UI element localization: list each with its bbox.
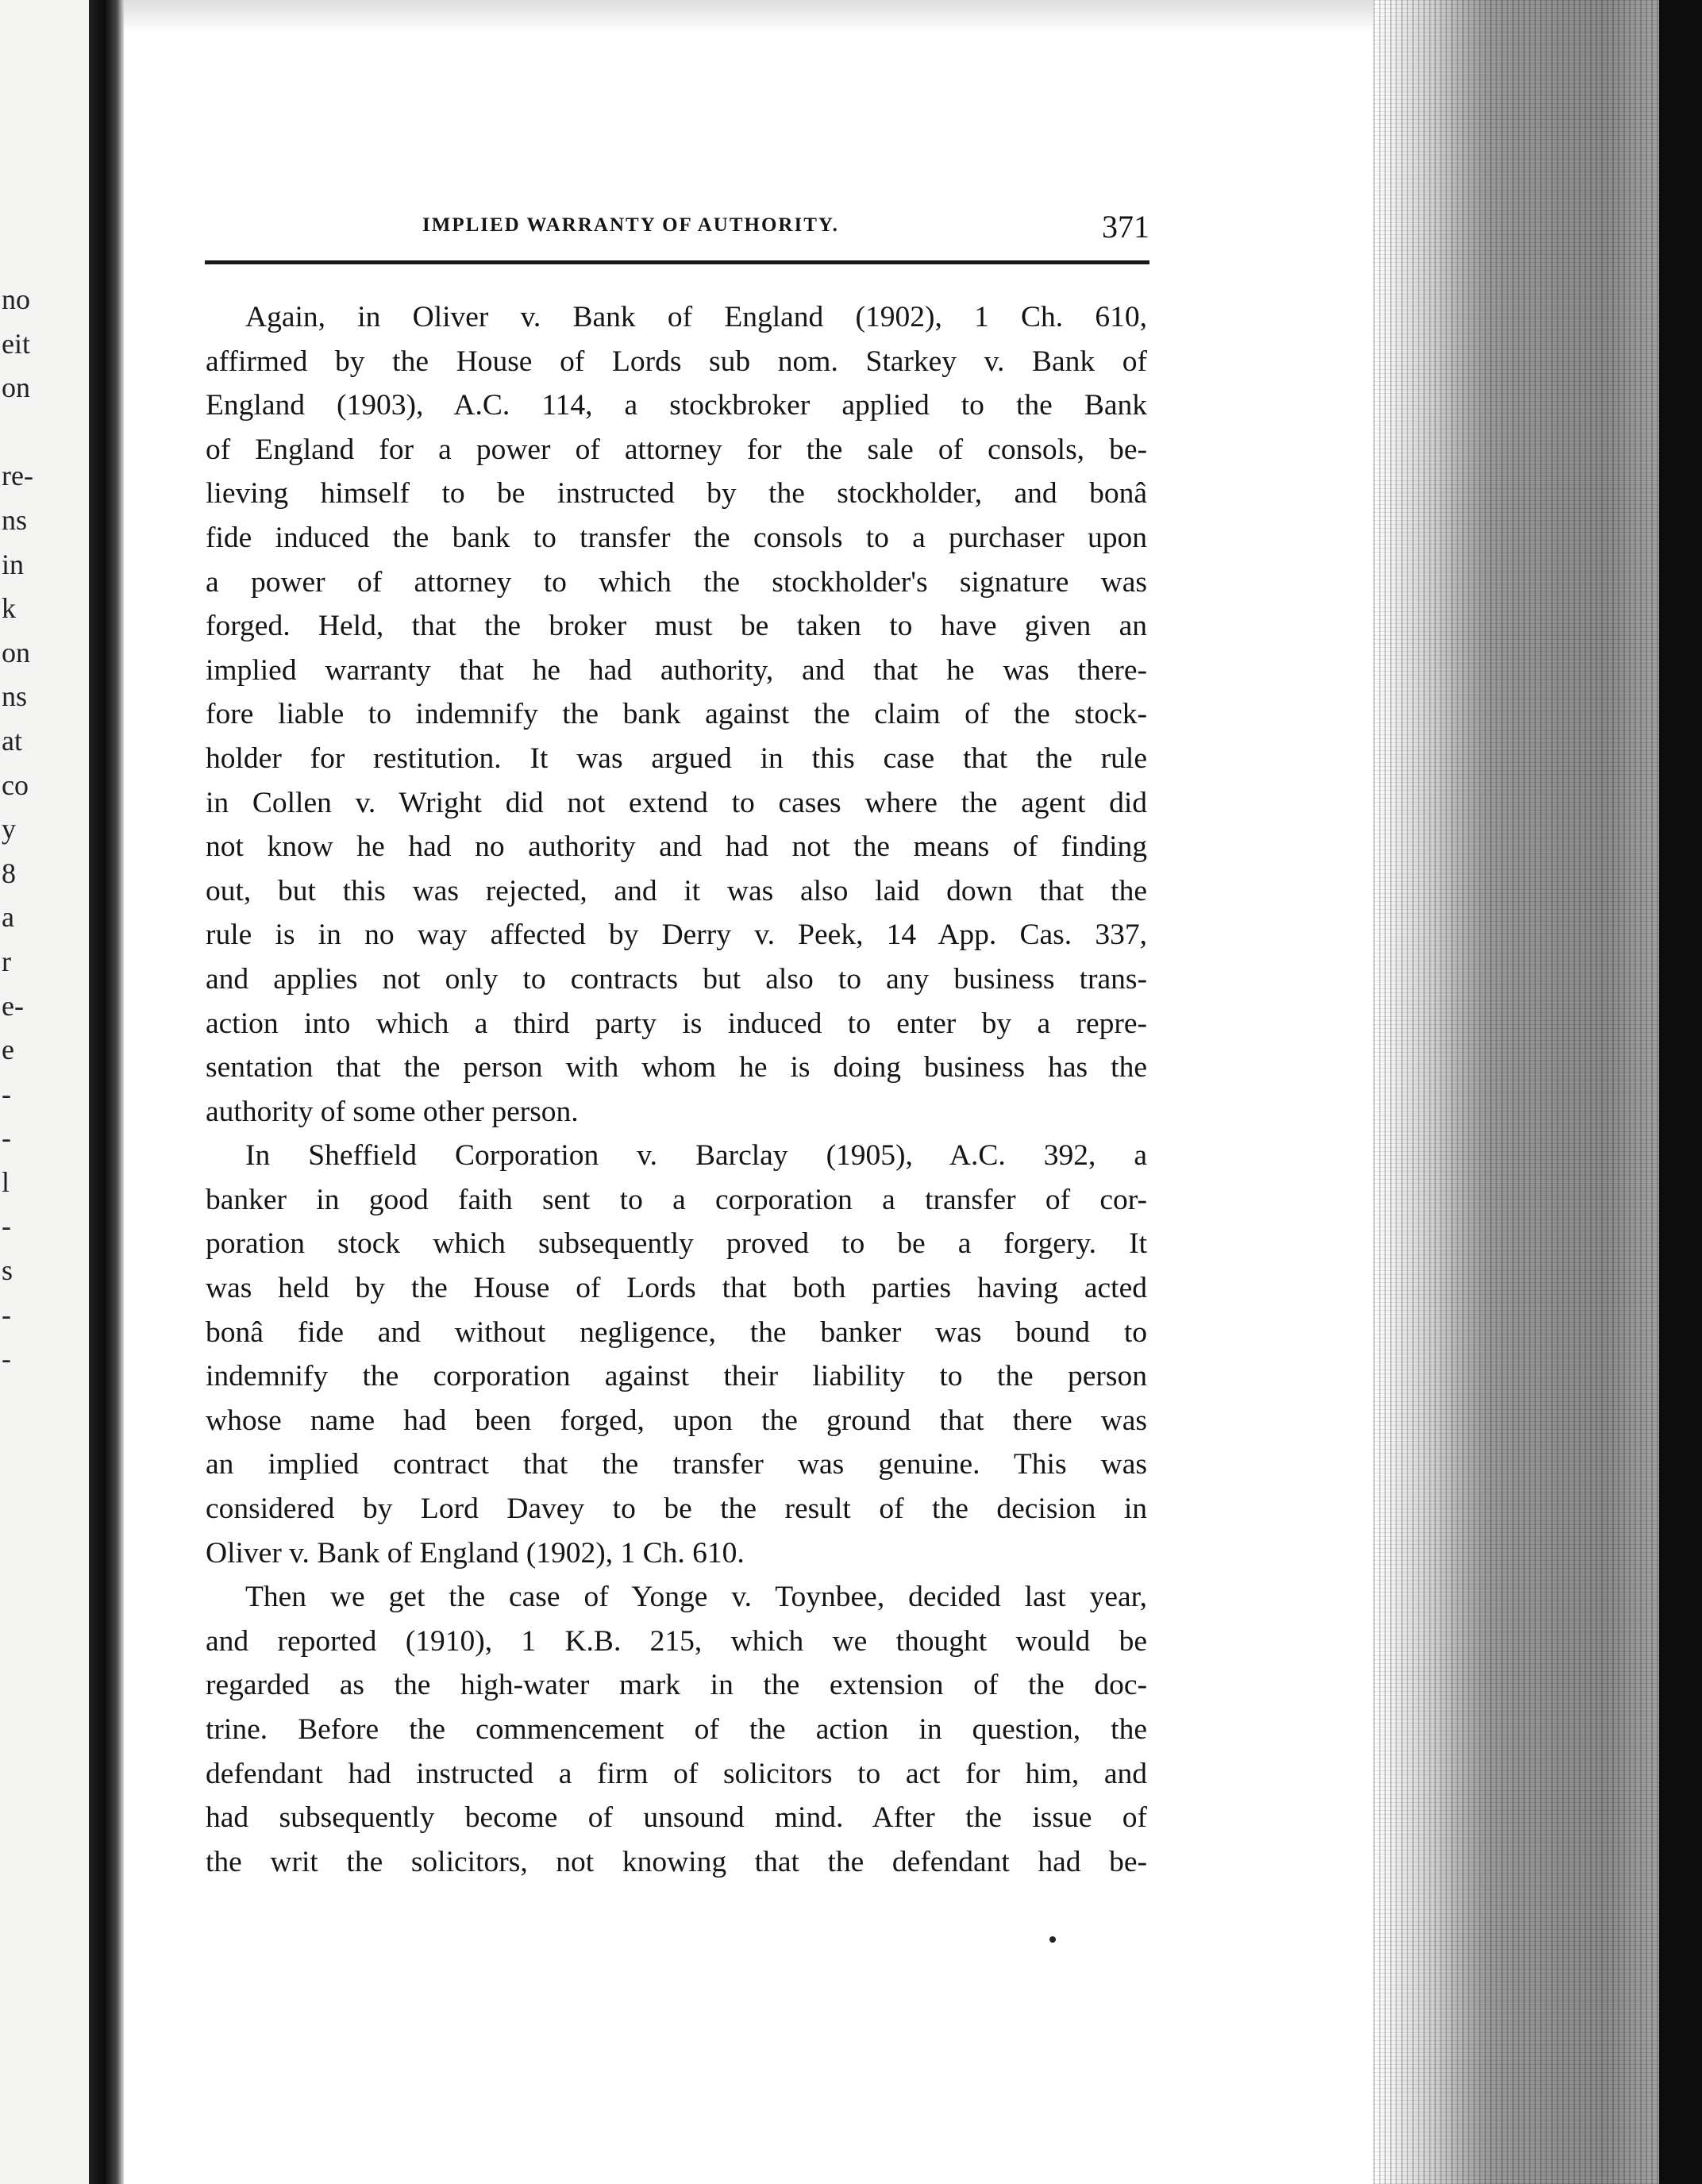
fragment: eit <box>2 327 30 360</box>
text-line: action into which a third party is induced to enter by a repre- <box>206 1007 1147 1040</box>
text-line: considered by Lord Davey to be the result of the decision in <box>206 1493 1147 1526</box>
page-number: 371 <box>1102 209 1149 245</box>
fragment: ns <box>2 680 28 713</box>
text-line: Again, in Oliver v. Bank of England (1902), 1 Ch. 610, <box>245 301 1147 333</box>
text-line: defendant had instructed a firm of solicitors to act for him, and <box>206 1757 1147 1790</box>
text-line: fide induced the bank to transfer the consols to a purchaser upon <box>206 521 1147 554</box>
fragment: co <box>2 768 29 801</box>
facing-page-fragments <box>2 278 49 1381</box>
page-edge-stack <box>1373 0 1702 2184</box>
ink-speck <box>1049 1936 1056 1943</box>
text-line: holder for restitution. It was argued in this case that the rule <box>206 741 1147 775</box>
text-line: fore liable to indemnify the bank against the claim of the stock- <box>206 698 1147 731</box>
text-line: affirmed by the House of Lords sub nom. Starkey v. Bank of <box>206 345 1147 378</box>
fragment: k <box>2 592 16 625</box>
fragment: - <box>2 1298 11 1331</box>
text-line: poration stock which subsequently proved to be a forgery. It <box>206 1227 1147 1261</box>
text-line: trine. Before the commencement of the action in question, the <box>206 1713 1147 1746</box>
text-line: out, but this was rejected, and it was also laid down that the <box>206 874 1147 907</box>
text-line: of England for a power of attorney for the sale of consols, be- <box>206 433 1147 466</box>
fragment: y <box>2 813 16 845</box>
text-line: whose name had been forged, upon the ground that there was <box>206 1404 1147 1437</box>
scan-shadow <box>124 0 1394 32</box>
text-line: a power of attorney to which the stockholder's signature was <box>206 565 1147 599</box>
text-line: Then we get the case of Yonge v. Toynbee, decided last year, <box>245 1581 1147 1614</box>
fragment: - <box>2 1210 11 1242</box>
fragment: 8 <box>2 857 16 889</box>
running-head: IMPLIED WARRANTY OF AUTHORITY. <box>422 214 839 236</box>
text-line: lieving himself to be instructed by the stockholder, and bonâ <box>206 477 1147 510</box>
text-line: in Collen v. Wright did not extend to cases where the agent did <box>206 786 1147 819</box>
scan-border <box>1659 0 1702 2184</box>
text-line: an implied contract that the transfer was genuine. This was <box>206 1448 1147 1481</box>
text-line: banker in good faith sent to a corporation a transfer of cor- <box>206 1183 1147 1216</box>
facing-page <box>0 0 94 2184</box>
text-line: rule is in no way affected by Derry v. Peek, 14 App. Cas. 337, <box>206 919 1147 952</box>
text-line: sentation that the person with whom he is doing business has the <box>206 1051 1147 1084</box>
text-line: and applies not only to contracts but also to any business trans- <box>206 962 1147 996</box>
fragment: s <box>2 1254 13 1287</box>
fragment: e- <box>2 989 24 1022</box>
text-line: bonâ fide and without negligence, the banker was bound to <box>206 1315 1147 1349</box>
fragment: re- <box>2 460 33 492</box>
text-line: was held by the House of Lords that both parties having acted <box>206 1272 1147 1305</box>
text-line: forged. Held, that the broker must be taken to have given an <box>206 610 1147 643</box>
fragment: ns <box>2 503 28 536</box>
text-line: authority of some other person. <box>206 1095 579 1128</box>
header-rule <box>205 260 1149 264</box>
fragment: a <box>2 901 14 934</box>
fragment: - <box>2 1342 11 1375</box>
text-line: the writ the solicitors, not knowing that the defendant had be- <box>206 1845 1147 1878</box>
fragment: no <box>2 283 30 315</box>
fragment: r <box>2 945 11 977</box>
text-line: England (1903), A.C. 114, a stockbroker applied to the Bank <box>206 389 1147 422</box>
fragment: on <box>2 372 30 404</box>
fragment: l <box>2 1165 10 1198</box>
page-header <box>208 208 1149 248</box>
fragment: - <box>2 1122 11 1154</box>
text-line: and reported (1910), 1 K.B. 215, which we thought would be <box>206 1624 1147 1658</box>
fragment: at <box>2 724 22 757</box>
page-body <box>206 295 1147 1884</box>
book-gutter <box>89 0 124 2184</box>
text-line: indemnify the corporation against their liability to the person <box>206 1360 1147 1393</box>
text-line: Oliver v. Bank of England (1902), 1 Ch. 610. <box>206 1536 745 1570</box>
fragment: e <box>2 1034 14 1066</box>
text-line: regarded as the high-water mark in the extension of the doc- <box>206 1669 1147 1702</box>
fragment: - <box>2 1077 11 1110</box>
fragment: on <box>2 636 30 668</box>
fragment <box>2 410 49 455</box>
text-line: implied warranty that he had authority, and that he was there- <box>206 653 1147 687</box>
text-line: had subsequently become of unsound mind. After the issue of <box>206 1801 1147 1835</box>
fragment: in <box>2 548 25 580</box>
text-line: In Sheffield Corporation v. Barclay (1905), A.C. 392, a <box>245 1139 1147 1173</box>
text-line: not know he had no authority and had not the means of finding <box>206 830 1147 864</box>
